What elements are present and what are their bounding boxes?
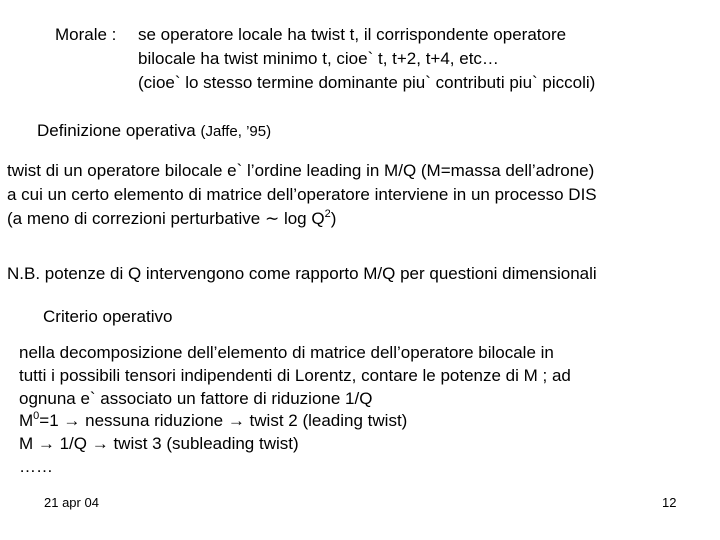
criterio-line-1: nella decomposizione dell’elemento di matrice dell’operatore bilocale in bbox=[19, 343, 554, 362]
criterio-title: Criterio operativo bbox=[43, 307, 173, 326]
morale-line-3: (cioe` lo stesso termine dominante piu` contributi piu` piccoli) bbox=[138, 73, 596, 92]
criterio-line-4 bbox=[19, 410, 407, 433]
morale-label: Morale : bbox=[55, 25, 117, 44]
definizione-line-3-suffix: ) bbox=[330, 209, 337, 228]
definizione-title: Definizione operativa bbox=[37, 121, 196, 140]
criterio-ellipsis: …… bbox=[19, 457, 53, 476]
tilde-symbol: ∼ bbox=[264, 209, 280, 228]
m0-base: M bbox=[19, 411, 34, 430]
definizione-heading bbox=[37, 120, 271, 143]
criterio-line-3: ognuna e` associato un fattore di riduzione 1/Q bbox=[19, 389, 373, 408]
m0-rest: =1 → nessuna riduzione → twist 2 (leading twist) bbox=[39, 411, 408, 430]
definizione-line-3-prefix: (a meno di correzioni perturbative bbox=[7, 209, 265, 228]
definizione-line-2: a cui un certo elemento di matrice dell’operatore interviene in un processo DIS bbox=[7, 185, 597, 204]
definizione-line-1: twist di un operatore bilocale e` l’ordine leading in M/Q (M=massa dell’adrone) bbox=[7, 161, 595, 180]
m0-exponent: 0 bbox=[33, 410, 40, 422]
q-exponent: 2 bbox=[324, 208, 331, 220]
criterio-line-2: tutti i possibili tensori indipendenti di Lorentz, contare le potenze di M ; ad bbox=[19, 366, 571, 385]
morale-line-1: se operatore locale ha twist t, il corrispondente operatore bbox=[138, 25, 567, 44]
definizione-line-3-mid: log Q bbox=[279, 209, 325, 228]
definizione-line-3 bbox=[7, 208, 336, 230]
criterio-line-5: M → 1/Q → twist 3 (subleading twist) bbox=[19, 434, 299, 453]
page-number: 12 bbox=[662, 495, 677, 510]
morale-line-2: bilocale ha twist minimo t, cioe` t, t+2, t+4, etc… bbox=[138, 49, 499, 68]
nb-note: N.B. potenze di Q intervengono come rapporto M/Q per questioni dimensionali bbox=[7, 264, 597, 283]
footer-date: 21 apr 04 bbox=[44, 495, 99, 510]
definizione-reference: (Jaffe, ’95) bbox=[200, 123, 272, 140]
